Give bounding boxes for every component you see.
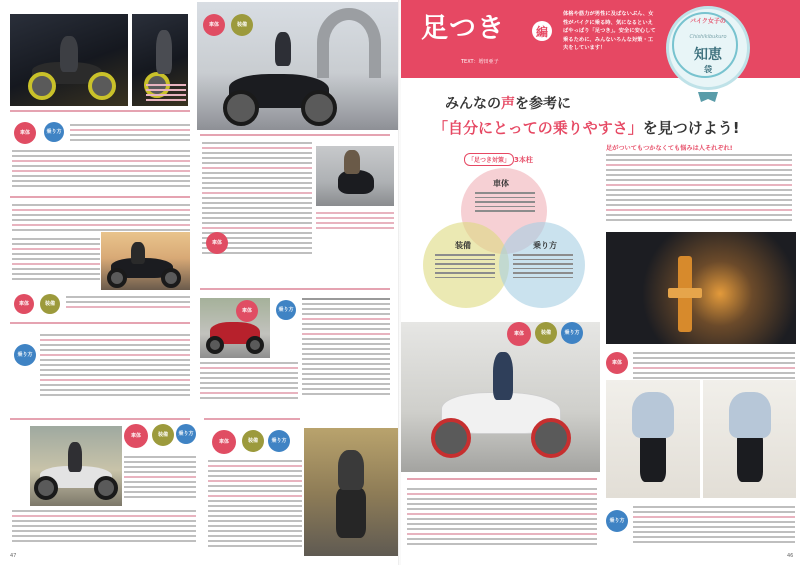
caption-underline-right — [407, 478, 597, 480]
headline-line-2: 「自分にとっての乗りやすさ」を見つけよう! — [433, 119, 740, 137]
left-page — [0, 0, 399, 565]
intro-text: 体格や筋力が男性に及ばないぶん、女性がバイクに乗る時、気になるといえばやっぱり「足つき」。安全に安心して乗るために、みんないろんな対策・工夫をしています！ — [563, 11, 656, 51]
title-tag: 編 — [532, 21, 552, 41]
bottom-right-text — [407, 488, 597, 548]
photo-studio-2 — [703, 380, 796, 498]
mid-photo-caption — [316, 212, 394, 232]
badge-norikata: 乗り方 — [44, 122, 64, 142]
profile-text-2c — [66, 296, 190, 311]
pillar-label-body: 車体 — [493, 179, 509, 188]
badge-shatai-4: 車体 — [206, 232, 228, 254]
photo-caption-text — [146, 84, 186, 104]
bottom-left-text-2 — [12, 510, 196, 545]
profile-text-2b — [12, 238, 100, 283]
badge-shatai-right: 車体 — [606, 352, 628, 374]
mid-text-2b — [200, 362, 298, 402]
badge-soubi-3: 装備 — [152, 424, 174, 446]
right-text-3 — [633, 506, 795, 546]
badge-soubi-4: 装備 — [242, 430, 264, 452]
pillar-text-riding — [513, 254, 573, 281]
photo-park-bike — [30, 426, 122, 506]
headline-line-1: みんなの声を参考に — [445, 96, 571, 112]
caption-underline-4 — [10, 418, 190, 420]
photo-sunset-bike — [101, 232, 190, 290]
badge-shatai-big: 車体 — [507, 322, 531, 346]
profile-text-3 — [40, 334, 190, 399]
profile-text-1 — [70, 124, 190, 144]
badge-shatai-3: 車体 — [14, 294, 34, 314]
right-body-text — [606, 154, 792, 224]
profile-text-2 — [12, 204, 190, 234]
caption-underline — [10, 110, 190, 112]
pillar-label-gear: 装備 — [455, 241, 471, 250]
badge-shatai-2: 車体 — [14, 122, 36, 144]
profile-text-1b — [12, 150, 190, 190]
caption-underline-mid-2 — [200, 288, 390, 290]
pillars-title: 「足つき対策」 3本柱 — [464, 153, 533, 166]
badge-shatai: 車体 — [203, 14, 225, 36]
caption-underline-2 — [10, 196, 190, 198]
page-title: 足つき — [421, 13, 505, 44]
chiebukuro-emblem: バイク女子の Chishikibukuro 知恵 袋 — [666, 6, 750, 106]
badge-norikata-big: 乗り方 — [561, 322, 583, 344]
photo-track-bike — [200, 298, 270, 358]
photo-monument-bike — [197, 2, 398, 130]
badge-norikata-2: 乗り方 — [14, 344, 36, 366]
mid-text-2 — [302, 298, 390, 398]
photo-night-bike — [10, 14, 128, 106]
badge-norikata-3: 乗り方 — [276, 300, 296, 320]
badge-norikata-4: 乗り方 — [176, 424, 196, 444]
right-subhead: 足がついてもつかなくても悩みは人それぞれ! — [606, 145, 733, 152]
badge-soubi: 装備 — [231, 14, 253, 36]
photo-street-bike — [316, 146, 394, 206]
badge-soubi-big: 装備 — [535, 322, 557, 344]
photo-white-sportbike — [401, 322, 600, 472]
pillar-text-gear — [435, 254, 495, 281]
page-number-left: 47 — [10, 553, 17, 559]
pillar-text-body — [475, 192, 535, 215]
bottom-left-text — [124, 456, 196, 501]
text-credit: TEXT：増田亜子 — [461, 59, 499, 65]
badge-shatai-6: 車体 — [124, 424, 148, 448]
badge-norikata-right: 乗り方 — [606, 510, 628, 532]
photo-studio-1 — [606, 380, 700, 498]
photo-rear-shock — [606, 232, 796, 344]
caption-underline-5 — [204, 418, 300, 420]
badge-shatai-5: 車体 — [236, 300, 258, 322]
badge-shatai-7: 車体 — [212, 430, 236, 454]
bottom-mid-text — [208, 460, 302, 550]
badge-norikata-5: 乗り方 — [268, 430, 290, 452]
right-page — [401, 0, 800, 565]
badge-soubi-2: 装備 — [40, 294, 60, 314]
caption-underline-mid — [200, 134, 390, 136]
photo-autumn-rider — [304, 428, 398, 556]
pillar-label-riding: 乗り方 — [533, 241, 557, 250]
page-number-right: 46 — [787, 553, 794, 559]
caption-underline-3 — [10, 322, 190, 324]
right-text-2 — [633, 352, 795, 382]
